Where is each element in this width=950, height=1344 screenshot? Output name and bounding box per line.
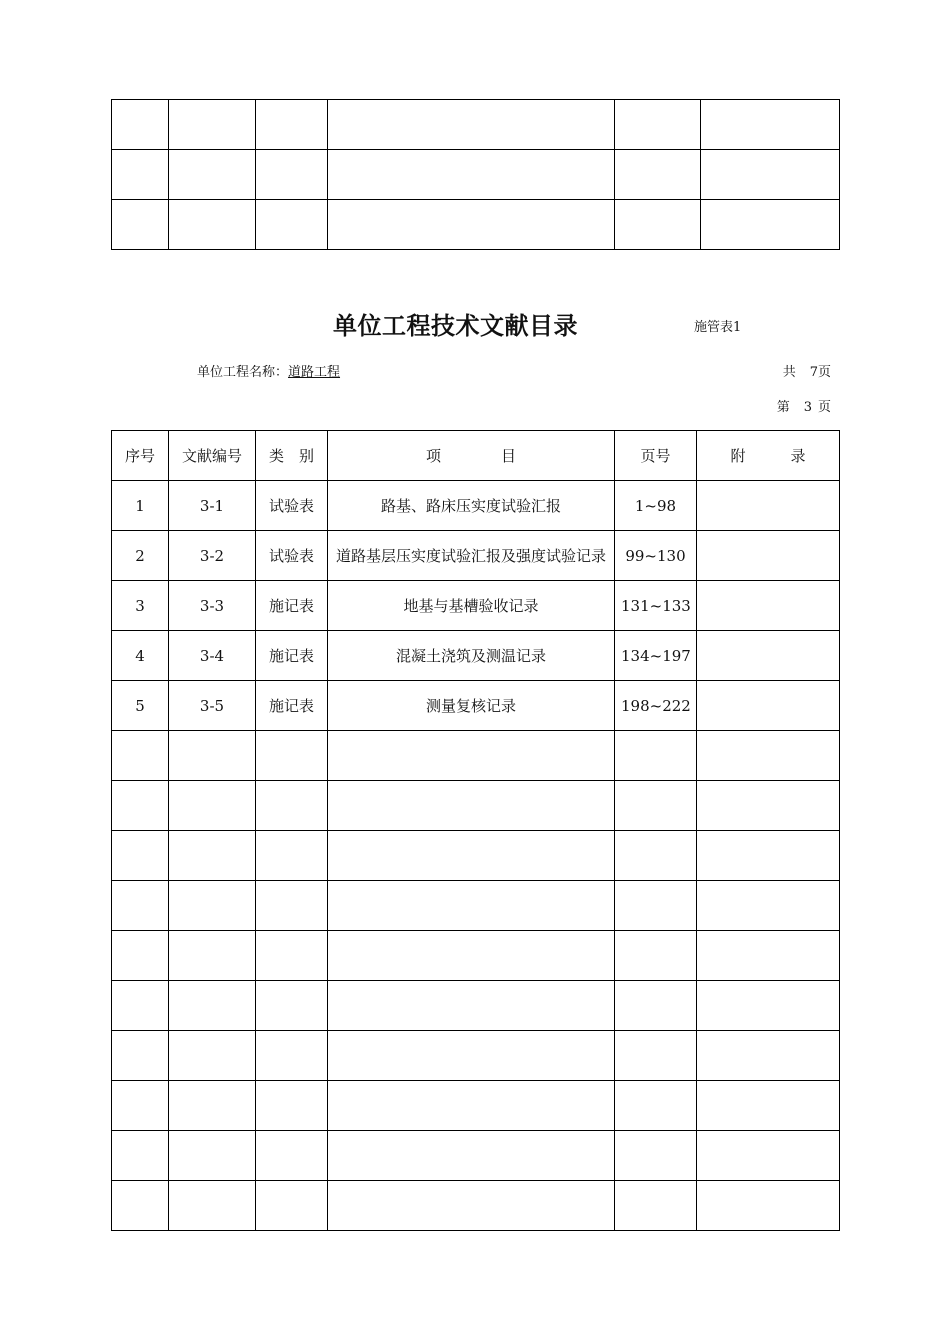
table-row (112, 731, 840, 781)
cell-pages: 1~98 (615, 481, 697, 531)
cell-pages: 99~130 (615, 531, 697, 581)
cell-category: 施记表 (256, 681, 328, 731)
cell-item: 混凝土浇筑及测温记录 (328, 631, 615, 681)
cell-appendix (697, 581, 840, 631)
cell-pages: 131~133 (615, 581, 697, 631)
cell-category: 施记表 (256, 581, 328, 631)
current-page (777, 396, 831, 415)
cell-appendix (697, 681, 840, 731)
cell-pages: 198~222 (615, 681, 697, 731)
table-header-row (112, 431, 840, 481)
total-pages-value: 7 (809, 365, 818, 380)
table-row (112, 481, 840, 531)
header-category: 类 别 (256, 431, 328, 481)
current-page-value: 3 (803, 400, 812, 415)
cell-item: 地基与基槽验收记录 (328, 581, 615, 631)
header-appendix: 附 录 (697, 431, 840, 481)
table-row (112, 150, 840, 200)
table-row (112, 100, 840, 150)
current-suffix: 页 (817, 400, 831, 415)
cell-item: 测量复核记录 (328, 681, 615, 731)
project-name: 道路工程 (288, 365, 341, 380)
cell-category: 试验表 (256, 481, 328, 531)
table-row (112, 581, 840, 631)
table-row (112, 681, 840, 731)
table-row (112, 1031, 840, 1081)
table-row (112, 931, 840, 981)
document-title: 单位工程技术文献目录 (333, 312, 578, 340)
project-label: 单位工程名称： (197, 365, 289, 380)
header-page-no: 页号 (615, 431, 697, 481)
form-code: 施管表1 (694, 320, 742, 335)
header-seq: 序号 (112, 431, 169, 481)
cell-seq: 1 (112, 481, 169, 531)
cell-item: 道路基层压实度试验汇报及强度试验记录 (328, 531, 615, 581)
total-pages (783, 361, 831, 380)
cell-doc-no: 3-3 (169, 581, 256, 631)
table-row (112, 1181, 840, 1231)
header-item: 项 目 (328, 431, 615, 481)
total-prefix: 共 (782, 365, 796, 380)
cell-appendix (697, 631, 840, 681)
table-row (112, 200, 840, 250)
cell-category: 施记表 (256, 631, 328, 681)
table-row (112, 781, 840, 831)
current-prefix: 第 (776, 400, 790, 415)
total-suffix: 页 (817, 365, 831, 380)
cell-doc-no: 3-2 (169, 531, 256, 581)
table-row (112, 981, 840, 1031)
cell-doc-no: 3-4 (169, 631, 256, 681)
cell-appendix (697, 531, 840, 581)
cell-pages: 134~197 (615, 631, 697, 681)
cell-seq: 4 (112, 631, 169, 681)
cell-appendix (697, 481, 840, 531)
table-row (112, 1081, 840, 1131)
table-row (112, 631, 840, 681)
cell-doc-no: 3-5 (169, 681, 256, 731)
table-row (112, 531, 840, 581)
cell-item: 路基、路床压实度试验汇报 (328, 481, 615, 531)
cell-category: 试验表 (256, 531, 328, 581)
header-doc-no: 文献编号 (169, 431, 256, 481)
table-row (112, 831, 840, 881)
cell-seq: 5 (112, 681, 169, 731)
cell-seq: 3 (112, 581, 169, 631)
catalog-table (111, 430, 840, 1231)
project-line (197, 361, 346, 380)
table-row (112, 881, 840, 931)
previous-page-table (111, 99, 840, 250)
cell-doc-no: 3-1 (169, 481, 256, 531)
table-row (112, 1131, 840, 1181)
cell-seq: 2 (112, 531, 169, 581)
